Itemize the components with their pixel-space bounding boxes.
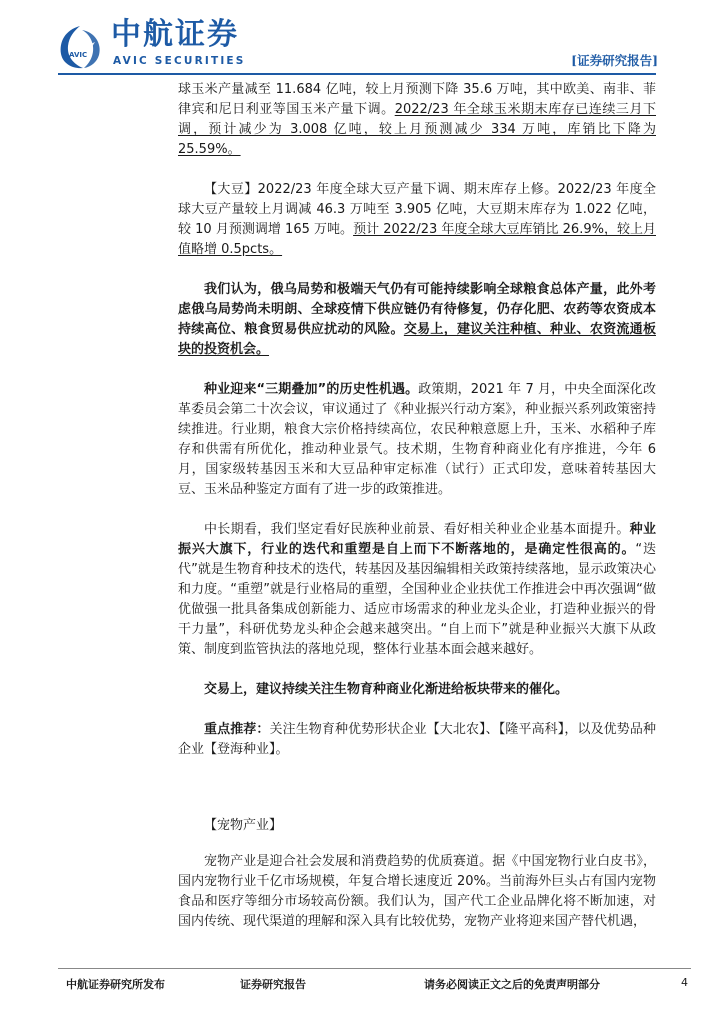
corn-paragraph: [178, 80, 656, 160]
catalyst-paragraph: 交易上，建议持续关注生物育种商业化渐进给板块带来的催化。: [204, 682, 569, 697]
logo-chinese: 中航证券: [111, 17, 239, 52]
page-header: [0, 0, 724, 75]
report-type-tag: [证券研究报告]: [571, 53, 658, 68]
report-body: [178, 80, 656, 932]
footer-disclaimer: 请务必阅读正文之后的免责声明部分: [424, 978, 600, 991]
avic-logo-icon: [55, 24, 105, 70]
corn-text: 球玉米产量减至 11.684 亿吨，较上月预测下降 35.6 万吨，其中欧美、南非、菲律宾和尼日利亚等国玉米产量下调。: [178, 82, 656, 117]
recommendation-text: 关注生物育种优势形状企业【大北农】、【隆平高科】，以及优势品种企业【登海种业】。: [178, 722, 656, 757]
trading-suggestion-text: 交易上，建议关注种植、种业、农资流通板块的投资机会。: [178, 322, 656, 357]
recommendation-label: 重点推荐：: [204, 722, 270, 737]
risk-view-paragraph: [178, 280, 656, 360]
pet-section-title: 【宠物产业】: [204, 818, 283, 833]
footer-divider: [58, 968, 691, 969]
long-term-paragraph: [178, 520, 656, 660]
footer-report-type: 证券研究报告: [240, 978, 306, 991]
soybean-ratio-text: 预计 2022/23 年度全球大豆库销比 26.9%，较上月值略增 0.5pcts。: [178, 222, 656, 257]
corn-inventory-text: 2022/23 年全球玉米期末库存已连续三月下调，预计减少为 3.008 亿吨，较上月预测减少 334 万吨，库销比下降为 25.59%。: [178, 102, 656, 157]
header-divider: [58, 73, 656, 75]
page-number: 4: [681, 976, 688, 989]
seed-industry-text: 政策期，2021 年 7 月，中央全面深化改革委员会第二十次会议，审议通过了《种业振兴行动方案》，种业振兴系列政策密持续推进。行业期，粮食大宗价格持续高位，农民种粮意愿上升，玉米、水稻种子库存和供需有所优化，推动种业景气。技术期，生物育种商业化有序推进，今年 6 月，国家级转基因玉米和大豆品种审定标准（试行）正式印发，意味着转基因大豆、玉米品种鉴定方面有了进一步的政策推进。: [178, 382, 656, 497]
long-term-detail: “迭代”就是生物育种技术的迭代，转基因及基因编辑相关政策持续落地，显示政策决心和力度。“重塑”就是行业格局的重塑，全国种业企业扶优工作推进会中再次强调“做优做强一批具备集成创新能力、适应市场需求的种业龙头企业，打造种业振兴的骨干力量”，科研优势龙头种企会越来越突出。“自上而下”就是种业振兴大旗下从政策、制度到监管执法的落地兑现，整体行业基本面会越来越好。: [178, 542, 656, 657]
emblem-text: AVIC: [69, 51, 88, 59]
logo-english: AVIC SECURITIES: [113, 55, 246, 67]
risk-view-text: 我们认为，俄乌局势和极端天气仍有可能持续影响全球粮食总体产量，此外考虑俄乌局势尚未明朗、全球疫情下供应链仍有待修复，仍存化肥、农药等农资成本持续高位、粮食贸易供应扰动的风险。: [178, 282, 656, 337]
long-term-text: 中长期看，我们坚定看好民族种业前景、看好相关种业企业基本面提升。: [204, 522, 630, 537]
pet-industry-paragraph: 宠物产业是迎合社会发展和消费趋势的优质赛道。据《中国宠物行业白皮书》，国内宠物行业千亿市场规模，年复合增长速度近 20%。当前海外巨头占有国内宠物食品和医疗等细分市场较高份额。我们认为，国产代工企业品牌化将不断加速，对国内传统、现代渠道的理解和深入具有比较优势，宠物产业将迎来国产替代机遇，: [178, 854, 656, 929]
page-footer: [0, 968, 724, 998]
soybean-paragraph: [178, 180, 656, 260]
soybean-text: 【大豆】2022/23 年度全球大豆产量下调、期末库存上修。2022/23 年度全球大豆产量较上月调减 46.3 万吨至 3.905 亿吨，大豆期末库存为 1.022 亿吨，较 10 月预测调增 165 万吨。: [178, 182, 656, 237]
seed-industry-paragraph: [178, 380, 656, 500]
recommendation-paragraph: [178, 720, 656, 760]
long-term-bold: 种业振兴大旗下，行业的迭代和重塑是自上而下不断落地的，是确定性很高的。: [178, 522, 656, 557]
seed-industry-lead: 种业迎来“三期叠加”的历史性机遇。: [204, 382, 419, 397]
footer-publisher: 中航证券研究所发布: [66, 978, 165, 991]
